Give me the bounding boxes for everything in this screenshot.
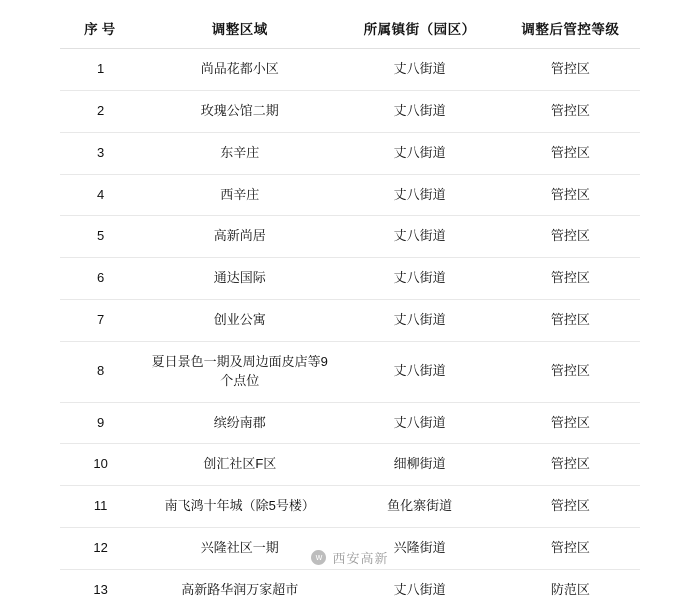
cell-area: 通达国际 (141, 258, 338, 300)
table-header (60, 10, 640, 49)
column-header-level: 调整后管控等级 (521, 22, 620, 37)
table-row (60, 258, 640, 300)
cell-town: 细柳街道 (338, 444, 500, 486)
cell-index: 2 (60, 90, 141, 132)
column-header-area: 调整区域 (211, 22, 268, 37)
cell-town: 兴隆街道 (338, 528, 500, 570)
cell-level: 管控区 (501, 216, 640, 258)
table-row (60, 132, 640, 174)
cell-index: 10 (60, 444, 141, 486)
table-row (60, 174, 640, 216)
cell-area: 东辛庄 (141, 132, 338, 174)
table-body (60, 49, 640, 611)
cell-level: 管控区 (501, 486, 640, 528)
cell-area: 夏日景色一期及周边面皮店等9个点位 (141, 341, 338, 402)
watermark (0, 548, 700, 567)
cell-index: 5 (60, 216, 141, 258)
cell-level: 管控区 (501, 90, 640, 132)
cell-area: 高新尚居 (141, 216, 338, 258)
table-row (60, 216, 640, 258)
cell-index: 9 (60, 402, 141, 444)
cell-town: 丈八街道 (338, 569, 500, 610)
cell-town: 丈八街道 (338, 402, 500, 444)
cell-level: 管控区 (501, 258, 640, 300)
table-row (60, 341, 640, 402)
cell-town: 鱼化寨街道 (338, 486, 500, 528)
weibo-icon: w (311, 550, 326, 565)
cell-level: 管控区 (501, 174, 640, 216)
table-row (60, 402, 640, 444)
cell-town: 丈八街道 (338, 49, 500, 91)
table-row (60, 90, 640, 132)
cell-level: 管控区 (501, 341, 640, 402)
cell-town: 丈八街道 (338, 258, 500, 300)
cell-level: 管控区 (501, 402, 640, 444)
column-header-town: 所属镇街（园区） (363, 22, 476, 37)
cell-index: 13 (60, 569, 141, 610)
cell-town: 丈八街道 (338, 216, 500, 258)
cell-index: 7 (60, 300, 141, 342)
cell-index: 8 (60, 341, 141, 402)
cell-area: 创汇社区F区 (141, 444, 338, 486)
cell-town: 丈八街道 (338, 300, 500, 342)
watermark-label: 西安高新 (332, 551, 389, 566)
table-row (60, 49, 640, 91)
cell-level: 管控区 (501, 132, 640, 174)
cell-level: 管控区 (501, 444, 640, 486)
table-header-row (60, 10, 640, 49)
cell-level: 管控区 (501, 528, 640, 570)
cell-town: 丈八街道 (338, 174, 500, 216)
cell-area: 玫瑰公馆二期 (141, 90, 338, 132)
cell-level: 管控区 (501, 49, 640, 91)
cell-area: 高新路华润万家超市 (141, 569, 338, 610)
table-row (60, 486, 640, 528)
cell-index: 1 (60, 49, 141, 91)
table-row (60, 300, 640, 342)
column-header-index: 序号 (84, 22, 120, 37)
cell-index: 4 (60, 174, 141, 216)
table-row (60, 569, 640, 610)
cell-area: 创业公寓 (141, 300, 338, 342)
cell-index: 11 (60, 486, 141, 528)
cell-index: 6 (60, 258, 141, 300)
cell-area: 兴隆社区一期 (141, 528, 338, 570)
cell-level: 防范区 (501, 569, 640, 610)
cell-town: 丈八街道 (338, 132, 500, 174)
control-area-table (60, 10, 640, 611)
cell-area: 缤纷南郡 (141, 402, 338, 444)
cell-town: 丈八街道 (338, 341, 500, 402)
cell-index: 12 (60, 528, 141, 570)
cell-area: 尚品花都小区 (141, 49, 338, 91)
cell-area: 西辛庄 (141, 174, 338, 216)
cell-area: 南飞鸿十年城（除5号楼） (141, 486, 338, 528)
cell-town: 丈八街道 (338, 90, 500, 132)
cell-level: 管控区 (501, 300, 640, 342)
cell-index: 3 (60, 132, 141, 174)
table-row (60, 444, 640, 486)
